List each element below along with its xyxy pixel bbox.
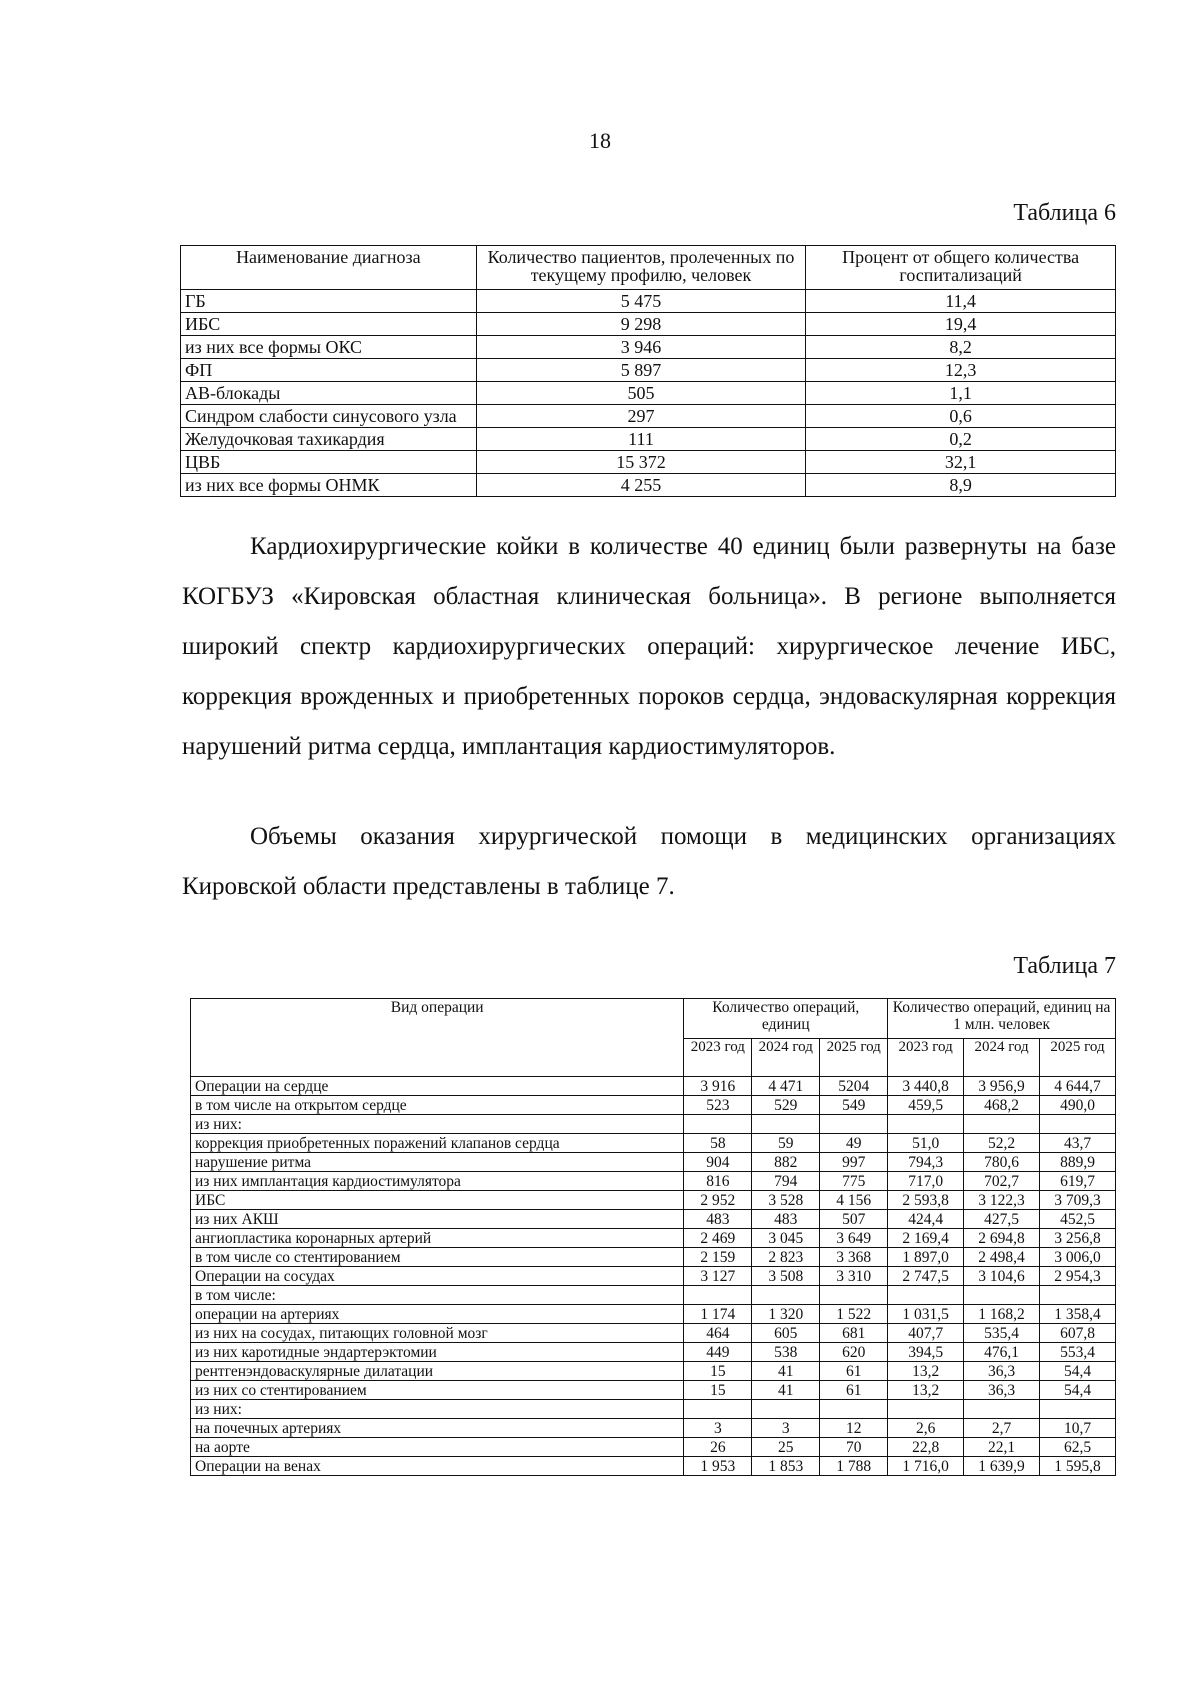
table7-cell-value: 2,6 (888, 1419, 964, 1438)
table6-cell-percent: 32,1 (806, 451, 1116, 474)
table7-cell-value: 483 (752, 1210, 820, 1229)
table7-cell-operation: нарушение ритма (191, 1153, 684, 1172)
table7-year-header: 2023 год (888, 1039, 964, 1077)
table6-cell-diagnosis: АВ-блокады (181, 382, 477, 405)
table7-cell-operation: Операции на сердце (191, 1077, 684, 1096)
table7-cell-operation: из них со стентированием (191, 1381, 684, 1400)
paragraph-cardiosurgery-text: Кардиохирургические койки в количестве 40 единиц были развернуты на базе КОГБУЗ «Кировская областная клиническая больница». В регионе выполняется широкий спектр кардиохирургических операций: хирургическое лечение ИБС, коррекция врожденных и приобретенных пороков сердца, эндоваскулярная коррекция нарушений ритма сердца, имплантация кардиостимуляторов. (182, 533, 1116, 760)
table7-cell-value: 553,4 (1040, 1343, 1116, 1362)
table7-cell-value: 538 (752, 1343, 820, 1362)
table7-year-header: 2023 год (684, 1039, 752, 1077)
table7-caption: Таблица 7 (1013, 953, 1116, 979)
paragraph-cardiosurgery (182, 522, 1116, 772)
table7-cell-value: 2 593,8 (888, 1191, 964, 1210)
table7-cell-value: 1 788 (820, 1457, 888, 1476)
table7-cell-value: 3 104,6 (964, 1267, 1040, 1286)
table-row (191, 1077, 1116, 1096)
table7-cell-value: 468,2 (964, 1096, 1040, 1115)
table7-cell-value: 882 (752, 1153, 820, 1172)
table-row (191, 1153, 1116, 1172)
table7-cell-value: 12 (820, 1419, 888, 1438)
table7-header-per-million: Количество операций, единиц на 1 млн. человек (888, 999, 1116, 1039)
table-row (191, 1286, 1116, 1305)
table7-header-count: Количество операций, единиц (684, 999, 888, 1039)
table7-cell-operation: из них АКШ (191, 1210, 684, 1229)
table7-cell-value: 702,7 (964, 1172, 1040, 1191)
table-row (191, 1438, 1116, 1457)
table-row (181, 428, 1116, 451)
table7-cell-value: 1 174 (684, 1305, 752, 1324)
table7-cell-value: 70 (820, 1438, 888, 1457)
table-row (191, 1419, 1116, 1438)
table7-cell-value: 49 (820, 1134, 888, 1153)
table6-cell-patients: 9 298 (476, 313, 806, 336)
table7-cell-value (888, 1400, 964, 1419)
table7-cell-operation: из них: (191, 1115, 684, 1134)
table7-cell-value: 13,2 (888, 1362, 964, 1381)
table7-year-header: 2024 год (964, 1039, 1040, 1077)
table-row (181, 474, 1116, 497)
table-row (191, 1362, 1116, 1381)
table7-cell-value: 15 (684, 1381, 752, 1400)
table-row (191, 1381, 1116, 1400)
table-row (181, 313, 1116, 336)
table7-cell-value: 2 823 (752, 1248, 820, 1267)
table7-cell-value: 51,0 (888, 1134, 964, 1153)
table7-cell-operation: из них имплантация кардиостимулятора (191, 1172, 684, 1191)
table7-cell-value (752, 1286, 820, 1305)
table7-cell-value: 58 (684, 1134, 752, 1153)
table7-cell-value (888, 1115, 964, 1134)
table7-cell-value: 619,7 (1040, 1172, 1116, 1191)
table7-cell-operation: в том числе на открытом сердце (191, 1096, 684, 1115)
table7-cell-value: 3 256,8 (1040, 1229, 1116, 1248)
table6-cell-diagnosis: ИБС (181, 313, 477, 336)
table7-cell-operation: Операции на сосудах (191, 1267, 684, 1286)
page-number: 18 (589, 128, 611, 153)
table6-cell-patients: 5 897 (476, 359, 806, 382)
table7-cell-value: 2 952 (684, 1191, 752, 1210)
table7-cell-value: 464 (684, 1324, 752, 1343)
table7-cell-value (684, 1286, 752, 1305)
table7-cell-value: 2 498,4 (964, 1248, 1040, 1267)
table7-cell-value: 4 644,7 (1040, 1077, 1116, 1096)
table7-cell-value: 3 649 (820, 1229, 888, 1248)
table7-cell-value: 449 (684, 1343, 752, 1362)
table-row (191, 1400, 1116, 1419)
table7-cell-value: 54,4 (1040, 1381, 1116, 1400)
table7-cell-value: 1 853 (752, 1457, 820, 1476)
table7-cell-value: 3 (684, 1419, 752, 1438)
table-row (191, 1305, 1116, 1324)
table7-cell-value: 5204 (820, 1077, 888, 1096)
table7-cell-value (1040, 1400, 1116, 1419)
table7-cell-value: 549 (820, 1096, 888, 1115)
table7-cell-value (820, 1400, 888, 1419)
table7-cell-operation: на аорте (191, 1438, 684, 1457)
table6 (180, 245, 1116, 497)
table7-cell-operation: Операции на венах (191, 1457, 684, 1476)
table7-cell-value: 52,2 (964, 1134, 1040, 1153)
table7-cell-value: 1 639,9 (964, 1457, 1040, 1476)
table7-cell-value: 1 358,4 (1040, 1305, 1116, 1324)
table6-cell-percent: 8,9 (806, 474, 1116, 497)
table7-cell-operation: из них каротидные эндартерэктомии (191, 1343, 684, 1362)
table7-cell-value: 535,4 (964, 1324, 1040, 1343)
table6-cell-diagnosis: из них все формы ОНМК (181, 474, 477, 497)
table7-cell-value (964, 1115, 1040, 1134)
table-row (181, 359, 1116, 382)
table6-cell-percent: 0,6 (806, 405, 1116, 428)
table-row (191, 1324, 1116, 1343)
table7-cell-value: 3 916 (684, 1077, 752, 1096)
table7-cell-value: 780,6 (964, 1153, 1040, 1172)
table7-year-header: 2025 год (820, 1039, 888, 1077)
table7-header-operation-type: Вид операции (191, 999, 684, 1077)
table7-cell-value: 529 (752, 1096, 820, 1115)
table7-cell-value: 1 897,0 (888, 1248, 964, 1267)
table7-cell-value: 2 169,4 (888, 1229, 964, 1248)
table7-cell-value: 904 (684, 1153, 752, 1172)
table6-cell-percent: 19,4 (806, 313, 1116, 336)
table6-cell-patients: 3 946 (476, 336, 806, 359)
table6-cell-diagnosis: ГБ (181, 290, 477, 313)
table7-cell-value: 717,0 (888, 1172, 964, 1191)
table7-cell-value: 523 (684, 1096, 752, 1115)
table6-cell-percent: 11,4 (806, 290, 1116, 313)
table7-cell-value: 605 (752, 1324, 820, 1343)
table6-header-diagnosis: Наименование диагноза (181, 246, 477, 290)
table7-cell-value: 3 508 (752, 1267, 820, 1286)
table7-cell-operation: ИБС (191, 1191, 684, 1210)
table7-cell-value: 427,5 (964, 1210, 1040, 1229)
table7-cell-value: 3 709,3 (1040, 1191, 1116, 1210)
table7-cell-value: 2 954,3 (1040, 1267, 1116, 1286)
table7-cell-value: 61 (820, 1381, 888, 1400)
table6-cell-diagnosis: Синдром слабости синусового узла (181, 405, 477, 428)
table7-cell-value (684, 1115, 752, 1134)
table6-cell-diagnosis: Желудочковая тахикардия (181, 428, 477, 451)
table7-cell-value: 3 528 (752, 1191, 820, 1210)
table6-cell-patients: 505 (476, 382, 806, 405)
table7-cell-value: 36,3 (964, 1362, 1040, 1381)
table7-cell-value: 775 (820, 1172, 888, 1191)
table7-cell-value: 54,4 (1040, 1362, 1116, 1381)
table7-cell-value (964, 1286, 1040, 1305)
table7-cell-operation: из них: (191, 1400, 684, 1419)
table-row (181, 405, 1116, 428)
table7 (190, 998, 1116, 1476)
table7-cell-value: 43,7 (1040, 1134, 1116, 1153)
table7-cell-value: 794,3 (888, 1153, 964, 1172)
table-row (191, 1267, 1116, 1286)
table7-cell-value: 3 045 (752, 1229, 820, 1248)
paragraph-volumes (182, 812, 1116, 912)
table6-cell-patients: 15 372 (476, 451, 806, 474)
table7-cell-value: 2 469 (684, 1229, 752, 1248)
table7-cell-value (964, 1400, 1040, 1419)
table7-cell-operation: ангиопластика коронарных артерий (191, 1229, 684, 1248)
table7-cell-value: 62,5 (1040, 1438, 1116, 1457)
table7-cell-value: 36,3 (964, 1381, 1040, 1400)
table7-cell-value (1040, 1115, 1116, 1134)
table7-cell-value: 22,8 (888, 1438, 964, 1457)
table7-cell-value: 4 471 (752, 1077, 820, 1096)
table7-cell-value: 1 716,0 (888, 1457, 964, 1476)
table-row (181, 290, 1116, 313)
table7-cell-value: 1 320 (752, 1305, 820, 1324)
table7-cell-value: 3 127 (684, 1267, 752, 1286)
table7-cell-value: 22,1 (964, 1438, 1040, 1457)
table7-cell-value (752, 1400, 820, 1419)
table6-cell-patients: 5 475 (476, 290, 806, 313)
table7-cell-value: 61 (820, 1362, 888, 1381)
table7-cell-value: 2,7 (964, 1419, 1040, 1438)
table7-cell-value: 997 (820, 1153, 888, 1172)
table6-cell-diagnosis: ФП (181, 359, 477, 382)
table7-cell-operation: из них на сосудах, питающих головной мозг (191, 1324, 684, 1343)
table6-cell-patients: 111 (476, 428, 806, 451)
table7-cell-value (820, 1286, 888, 1305)
table6-header-percent: Процент от общего количества госпитализаций (806, 246, 1116, 290)
table7-cell-operation: в том числе со стентированием (191, 1248, 684, 1267)
table7-cell-operation: операции на артериях (191, 1305, 684, 1324)
table7-cell-value: 452,5 (1040, 1210, 1116, 1229)
table7-cell-operation: рентгенэндоваскулярные дилатации (191, 1362, 684, 1381)
table6-cell-diagnosis: из них все формы ОКС (181, 336, 477, 359)
table7-cell-value (888, 1286, 964, 1305)
table7-year-header: 2025 год (1040, 1039, 1116, 1077)
table7-cell-value: 490,0 (1040, 1096, 1116, 1115)
table6-header-patients: Количество пациентов, пролеченных по текущему профилю, человек (476, 246, 806, 290)
table7-cell-value: 507 (820, 1210, 888, 1229)
table7-cell-value: 424,4 (888, 1210, 964, 1229)
table7-cell-value: 15 (684, 1362, 752, 1381)
table7-cell-value: 2 694,8 (964, 1229, 1040, 1248)
table7-cell-value: 3 122,3 (964, 1191, 1040, 1210)
table7-cell-value: 1 522 (820, 1305, 888, 1324)
table7-cell-value: 3 006,0 (1040, 1248, 1116, 1267)
table7-cell-value: 3 310 (820, 1267, 888, 1286)
table7-cell-value: 26 (684, 1438, 752, 1457)
table-row (191, 1343, 1116, 1362)
table7-year-header: 2024 год (752, 1039, 820, 1077)
table-row (181, 451, 1116, 474)
table7-cell-value: 1 168,2 (964, 1305, 1040, 1324)
table7-cell-value: 59 (752, 1134, 820, 1153)
table6-cell-diagnosis: ЦВБ (181, 451, 477, 474)
table-row (181, 382, 1116, 405)
table7-cell-value: 25 (752, 1438, 820, 1457)
table6-cell-patients: 297 (476, 405, 806, 428)
table-row (191, 1457, 1116, 1476)
table-row (191, 1248, 1116, 1267)
table7-cell-value: 41 (752, 1362, 820, 1381)
table6-caption: Таблица 6 (1013, 200, 1116, 226)
table6-cell-percent: 1,1 (806, 382, 1116, 405)
table7-cell-value: 681 (820, 1324, 888, 1343)
table-row (191, 1134, 1116, 1153)
table-row (191, 1191, 1116, 1210)
table-row (191, 1096, 1116, 1115)
table7-cell-value: 1 595,8 (1040, 1457, 1116, 1476)
table7-cell-operation: коррекция приобретенных поражений клапанов сердца (191, 1134, 684, 1153)
table7-cell-value: 1 953 (684, 1457, 752, 1476)
table7-cell-value: 2 747,5 (888, 1267, 964, 1286)
table7-cell-value: 3 956,9 (964, 1077, 1040, 1096)
table7-cell-value: 2 159 (684, 1248, 752, 1267)
table7-cell-value (820, 1115, 888, 1134)
paragraph-volumes-text: Объемы оказания хирургической помощи в медицинских организациях Кировской области представлены в таблице 7. (182, 823, 1116, 900)
table6-cell-percent: 12,3 (806, 359, 1116, 382)
table7-cell-operation: на почечных артериях (191, 1419, 684, 1438)
table7-cell-value: 13,2 (888, 1381, 964, 1400)
table-row (191, 1172, 1116, 1191)
table7-cell-value: 394,5 (888, 1343, 964, 1362)
table-row (191, 1115, 1116, 1134)
table7-cell-value: 1 031,5 (888, 1305, 964, 1324)
table7-cell-value (752, 1115, 820, 1134)
table7-cell-value: 459,5 (888, 1096, 964, 1115)
table7-cell-value: 620 (820, 1343, 888, 1362)
table-row (191, 1210, 1116, 1229)
table7-cell-value: 607,8 (1040, 1324, 1116, 1343)
table7-cell-value: 476,1 (964, 1343, 1040, 1362)
table7-cell-value (684, 1400, 752, 1419)
table7-cell-value: 4 156 (820, 1191, 888, 1210)
table7-cell-operation: в том числе: (191, 1286, 684, 1305)
table7-cell-value: 407,7 (888, 1324, 964, 1343)
table7-cell-value: 483 (684, 1210, 752, 1229)
table7-cell-value: 3 440,8 (888, 1077, 964, 1096)
table6-cell-percent: 0,2 (806, 428, 1116, 451)
table7-cell-value: 3 368 (820, 1248, 888, 1267)
table7-cell-value: 816 (684, 1172, 752, 1191)
table7-cell-value: 10,7 (1040, 1419, 1116, 1438)
table7-cell-value (1040, 1286, 1116, 1305)
table-row (191, 1229, 1116, 1248)
table7-cell-value: 794 (752, 1172, 820, 1191)
table6-cell-patients: 4 255 (476, 474, 806, 497)
table7-cell-value: 3 (752, 1419, 820, 1438)
table-row (181, 336, 1116, 359)
table6-cell-percent: 8,2 (806, 336, 1116, 359)
table7-cell-value: 889,9 (1040, 1153, 1116, 1172)
table7-cell-value: 41 (752, 1381, 820, 1400)
